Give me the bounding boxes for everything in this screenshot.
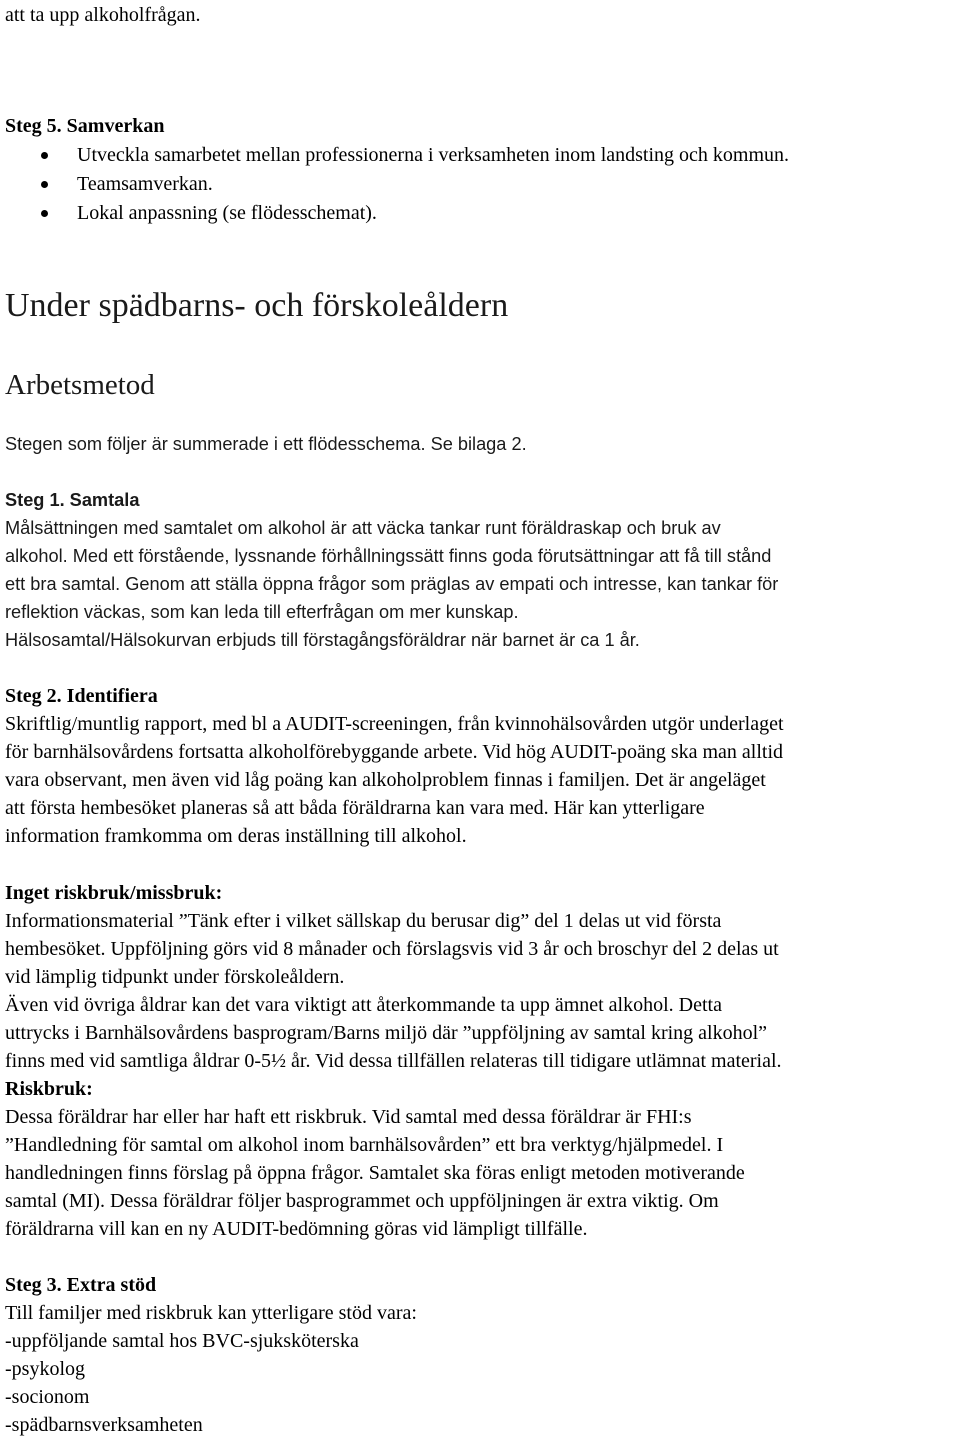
steg2-text-line: information framkomma om deras inställning till alkohol. [5, 825, 467, 847]
riskbruk-text-line: ”Handledning för samtal om alkohol inom barnhälsovården” ett bra verktyg/hjälpmedel. I [5, 1134, 724, 1156]
intro-text: att ta upp alkoholfrågan. [5, 4, 201, 26]
section-title: Under spädbarns- och förskoleåldern [5, 287, 509, 324]
steg3-text-line: Till familjer med riskbruk kan ytterligare stöd vara: [5, 1302, 417, 1324]
bullet-icon [41, 181, 48, 188]
riskbruk-text-line: samtal (MI). Dessa föräldrar följer basprogrammet och uppföljningen är extra viktig. Om [5, 1190, 719, 1212]
steg2-heading: Steg 2. Identifiera [5, 685, 158, 707]
steg1-text-line: Målsättningen med samtalet om alkohol är att väcka tankar runt föräldraskap och bruk av [5, 518, 721, 538]
steg2-text-line: vara observant, men även vid låg poäng kan alkoholproblem finnas i familjen. Det är angeläget [5, 769, 766, 791]
list-item [0, 199, 960, 228]
steg1-text-line: alkohol. Med ett förstående, lyssnande förhållningssätt finns goda förutsättningar att få till stånd [5, 546, 772, 566]
bullet-icon [41, 210, 48, 217]
list-item [0, 170, 960, 199]
inget-text-line: uttrycks i Barnhälsovårdens basprogram/Barns miljö där ”uppföljning av samtal kring alkohol” [5, 1022, 768, 1044]
steg3-text-line: -uppföljande samtal hos BVC-sjuksköterska [5, 1330, 359, 1352]
steg5-bullet-list [0, 141, 960, 228]
riskbruk-text-line: Dessa föräldrar har eller har haft ett riskbruk. Vid samtal med dessa föräldrar är FHI:s [5, 1106, 692, 1128]
bullet-icon [41, 152, 48, 159]
steg2-text-line: för barnhälsovårdens fortsatta alkoholförebyggande arbete. Vid hög AUDIT-poäng ska man alltid [5, 741, 784, 763]
steg5-heading: Steg 5. Samverkan [5, 115, 165, 137]
inget-text-line: Även vid övriga åldrar kan det vara viktigt att återkommande ta upp ämnet alkohol. Detta [5, 994, 722, 1016]
inget-text-line: Informationsmaterial ”Tänk efter i vilket sällskap du berusar dig” del 1 delas ut vid första [5, 910, 722, 932]
steg1-heading: Steg 1. Samtala [5, 490, 140, 510]
steg2-text-line: Skriftlig/muntlig rapport, med bl a AUDIT-screeningen, från kvinnohälsovården utgör underlaget [5, 713, 784, 735]
steg2-text-line: att första hembesöket planeras så att båda föräldrarna kan vara med. Här kan ytterligare [5, 797, 705, 819]
riskbruk-text-line: föräldrarna vill kan en ny AUDIT-bedömning göras vid lämpligt tillfälle. [5, 1218, 588, 1240]
inget-text-line: finns med vid samtliga åldrar 0-5½ år. Vid dessa tillfällen relateras till tidigare utlämnat material. [5, 1050, 782, 1072]
riskbruk-text-line: handledningen finns förslag på öppna frågor. Samtalet ska föras enligt metoden motiverande [5, 1162, 745, 1184]
steg3-text-line: -spädbarnsverksamheten [5, 1414, 203, 1436]
inget-text-line: hembesöket. Uppföljning görs vid 8 månader och förslagsvis vid 3 år och broschyr del 2 delas ut [5, 938, 779, 960]
steg3-heading: Steg 3. Extra stöd [5, 1274, 157, 1296]
section-lead: Stegen som följer är summerade i ett flödesschema. Se bilaga 2. [5, 434, 527, 454]
list-item-text: Teamsamverkan. [77, 173, 213, 195]
list-item-text: Utveckla samarbetet mellan professionerna i verksamheten inom landsting och kommun. [77, 144, 790, 166]
steg3-text-line: -socionom [5, 1386, 90, 1408]
inget-text-line: vid lämplig tidpunkt under förskoleåldern. [5, 966, 345, 988]
steg3-text-line: -psykolog [5, 1358, 85, 1380]
riskbruk-heading: Riskbruk: [5, 1078, 93, 1100]
steg1-text-line: Hälsosamtal/Hälsokurvan erbjuds till förstagångsföräldrar när barnet är ca 1 år. [5, 630, 640, 650]
steg1-text-line: ett bra samtal. Genom att ställa öppna frågor som präglas av empati och intresse, kan tankar för [5, 574, 779, 594]
list-item-text: Lokal anpassning (se flödesschemat). [77, 202, 377, 224]
list-item [0, 141, 960, 170]
steg1-text-line: reflektion väckas, som kan leda till efterfrågan om mer kunskap. [5, 602, 519, 622]
inget-riskbruk-heading: Inget riskbruk/missbruk: [5, 882, 223, 904]
section-subtitle: Arbetsmetod [5, 369, 155, 401]
